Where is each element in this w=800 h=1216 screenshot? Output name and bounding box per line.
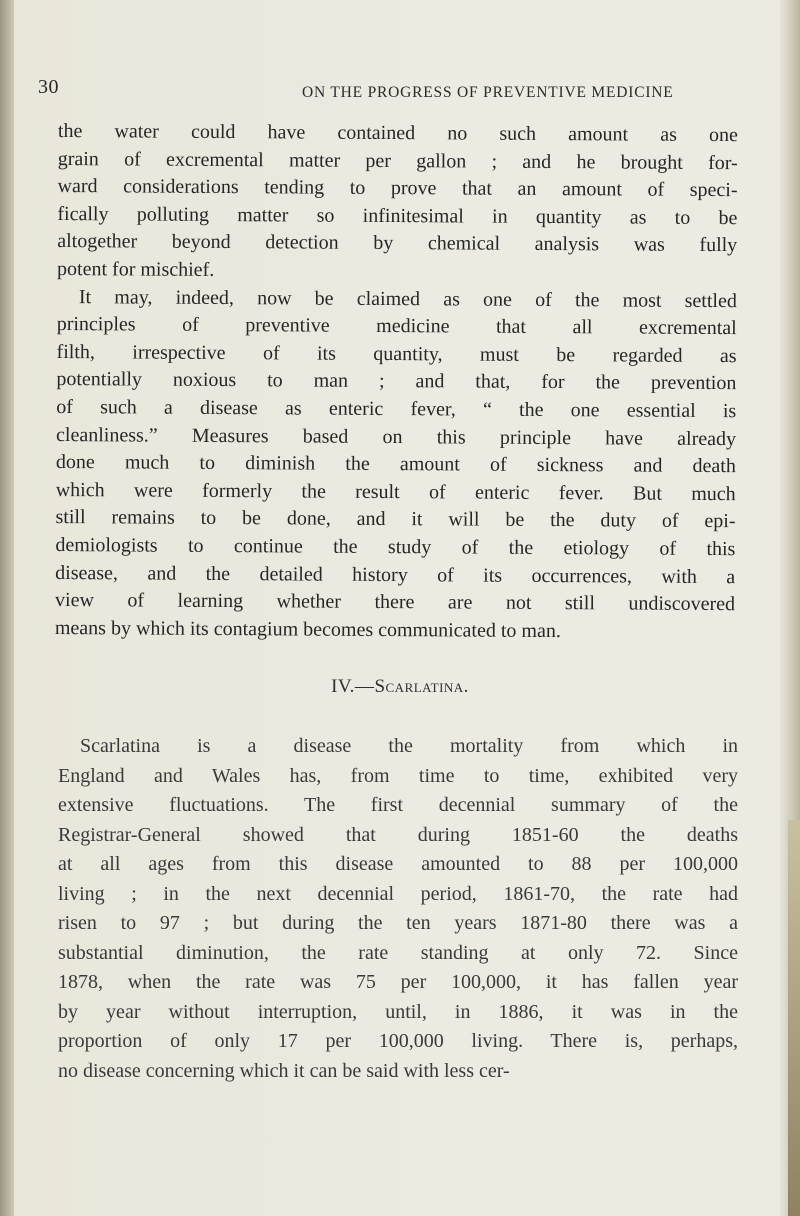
section-title: Scarlatina. (374, 676, 469, 697)
text-line: means by which its contagium becomes communicated to man. (54, 616, 561, 642)
text-line: England and Wales has, from time to time, exhibited very (58, 764, 738, 787)
text-line: Registrar-General showed that during 1851-60 the deaths (58, 823, 738, 846)
section-heading (0, 676, 800, 698)
text-line: potentially noxious to man ; and that, for the prevention (56, 368, 737, 395)
text-line: 1878, when the rate was 75 per 100,000, it has fallen year (58, 971, 738, 993)
text-line: still remains to be done, and it will be the duty of epi- (55, 506, 736, 533)
page-number: 30 (38, 76, 59, 98)
text-line: disease, and the detailed history of its occurrences, with a (55, 561, 736, 588)
text-line: potent for mischief. (57, 257, 215, 281)
paragraph-preventive-principles (55, 284, 737, 647)
text-line: principles of preventive medicine that all excremental (56, 313, 737, 340)
text-line: demiologists to continue the study of the etiology of this (55, 533, 736, 561)
text-line: proportion of only 17 per 100,000 living. There is, perhaps, (58, 1030, 738, 1052)
section-number: IV.— (331, 676, 375, 697)
paragraph-continued (57, 118, 738, 288)
text-line: risen to 97 ; but during the ten years 1871-80 there was a (58, 912, 738, 934)
upper-text-block (55, 118, 738, 646)
text-line: the water could have contained no such amount as one (57, 119, 738, 147)
text-line: cleanliness.” Measures based on this principle have already (55, 423, 737, 450)
text-line: Scarlatina is a disease the mortality from which in (80, 735, 738, 757)
text-line: extensive fluctuations. The first decennial summary of the (58, 794, 738, 816)
text-line: no disease concerning which it can be said with less cer- (58, 1059, 510, 1082)
text-line: substantial diminution, the rate standing at only 72. Since (58, 941, 738, 964)
text-line: altogether beyond detection by chemical analysis was fully (57, 230, 738, 257)
text-line: which were formerly the result of enteric fever. But much (55, 478, 736, 505)
text-line: by year without interruption, until, in 1886, it was in the (58, 1000, 738, 1023)
text-line: of such a disease as enteric fever, “ the one essential is (56, 395, 737, 423)
text-line: fically polluting matter so infinitesimal in quantity as to be (57, 202, 738, 229)
text-line: grain of excremental matter per gallon ; and he brought for- (57, 147, 738, 174)
text-line: view of learning whether there are not still undiscovered (54, 589, 736, 616)
text-line: living ; in the next decennial period, 1861-70, the rate had (58, 882, 738, 905)
page-edge-stain (788, 820, 800, 1216)
text-line: at all ages from this disease amounted to 88 per 100,000 (58, 853, 738, 875)
running-head: ON THE PROGRESS OF PREVENTIVE MEDICINE (302, 84, 674, 101)
page-header (38, 70, 778, 110)
text-line: ward considerations tending to prove that an amount of speci- (57, 175, 738, 202)
text-line: It may, indeed, now be claimed as one of the most settled (78, 285, 737, 312)
page-gutter-edge (0, 0, 14, 1216)
lower-text-block (58, 732, 738, 1086)
paragraph-scarlatina (58, 732, 738, 1086)
text-line: done much to diminish the amount of sickness and death (55, 451, 736, 478)
text-line: filth, irrespective of its quantity, must be regarded as (56, 340, 737, 367)
